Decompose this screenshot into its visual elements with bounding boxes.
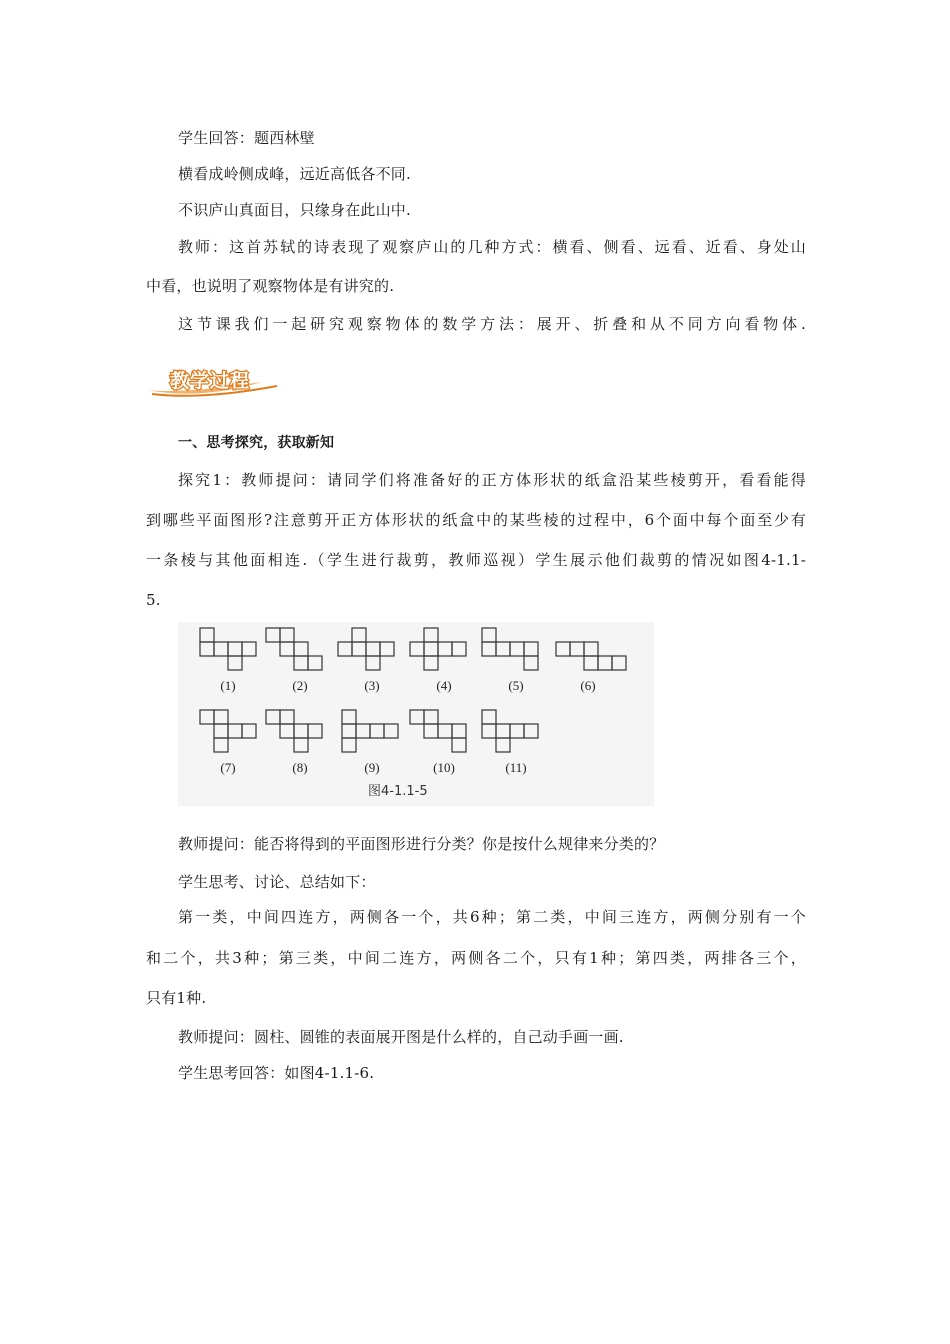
net-label: (7) bbox=[220, 760, 236, 775]
net-label: (4) bbox=[436, 678, 452, 693]
net-label: (2) bbox=[292, 678, 308, 693]
net-label: (10) bbox=[433, 760, 455, 775]
net-label: (3) bbox=[364, 678, 380, 693]
text-line: 学生回答：题西林壁 bbox=[178, 129, 315, 147]
net-label: (5) bbox=[508, 678, 524, 693]
text-line: 一条棱与其他面相连.（学生进行裁剪，教师巡视）学生展示他们裁剪的情况如图4-1.1- bbox=[146, 551, 806, 569]
text-line: 横看成岭侧成峰，远近高低各不同. bbox=[178, 165, 411, 183]
cube-net-8 bbox=[266, 710, 322, 752]
section-heading: 一、思考探究，获取新知 bbox=[178, 435, 335, 451]
text-line: 教师提问：圆柱、圆锥的表面展开图是什么样的，自己动手画一画. bbox=[178, 1028, 624, 1046]
cube-net-3 bbox=[338, 628, 394, 670]
text-line: 探究1：教师提问：请同学们将准备好的正方体形状的纸盒沿某些棱剪开，看看能得 bbox=[178, 471, 806, 489]
text-line: 教师提问：能否将得到的平面图形进行分类？你是按什么规律来分类的？ bbox=[178, 835, 665, 853]
banner-title: 教学过程 bbox=[170, 370, 251, 392]
text-line: 只有1种. bbox=[146, 989, 207, 1007]
text-line: 学生思考、讨论、总结如下： bbox=[178, 873, 376, 891]
cube-net-10 bbox=[410, 710, 466, 752]
section-banner bbox=[142, 360, 282, 402]
net-label: (8) bbox=[292, 760, 308, 775]
cube-nets-figure bbox=[178, 622, 654, 806]
text-line: 不识庐山真面目，只缘身在此山中. bbox=[178, 201, 411, 219]
net-label: (9) bbox=[364, 760, 380, 775]
cube-net-1 bbox=[200, 628, 256, 670]
net-label: (11) bbox=[505, 760, 527, 775]
text-line: 到哪些平面图形?注意剪开正方体形状的纸盒中的某些棱的过程中，6个面中每个面至少有 bbox=[146, 511, 806, 529]
cube-nets-drawing bbox=[178, 622, 654, 806]
cube-net-2 bbox=[266, 628, 322, 670]
figure-caption: 图4-1.1-5 bbox=[368, 784, 428, 799]
cube-net-7 bbox=[200, 710, 256, 752]
net-label: (1) bbox=[220, 678, 236, 693]
text-line: 中看，也说明了观察物体是有讲究的. bbox=[146, 277, 395, 295]
text-line: 和二个，共3种；第三类，中间二连方，两侧各二个，只有1种；第四类，两排各三个， bbox=[146, 949, 806, 967]
text-line: 教师：这首苏轼的诗表现了观察庐山的几种方式：横看、侧看、远看、近看、身处山 bbox=[178, 238, 806, 256]
cube-net-5 bbox=[482, 628, 538, 670]
cube-net-9 bbox=[342, 710, 398, 752]
text-line: 第一类，中间四连方，两侧各一个，共6种；第二类，中间三连方，两侧分别有一个 bbox=[178, 908, 806, 926]
cube-net-11 bbox=[482, 710, 538, 752]
text-line: 5. bbox=[146, 591, 161, 609]
text-line: 学生思考回答：如图4-1.1-6. bbox=[178, 1064, 375, 1082]
text-line: 这节课我们一起研究观察物体的数学方法：展开、折叠和从不同方向看物体. bbox=[178, 315, 806, 333]
cube-net-4 bbox=[410, 628, 466, 670]
net-label: (6) bbox=[580, 678, 596, 693]
cube-net-6 bbox=[556, 642, 626, 670]
